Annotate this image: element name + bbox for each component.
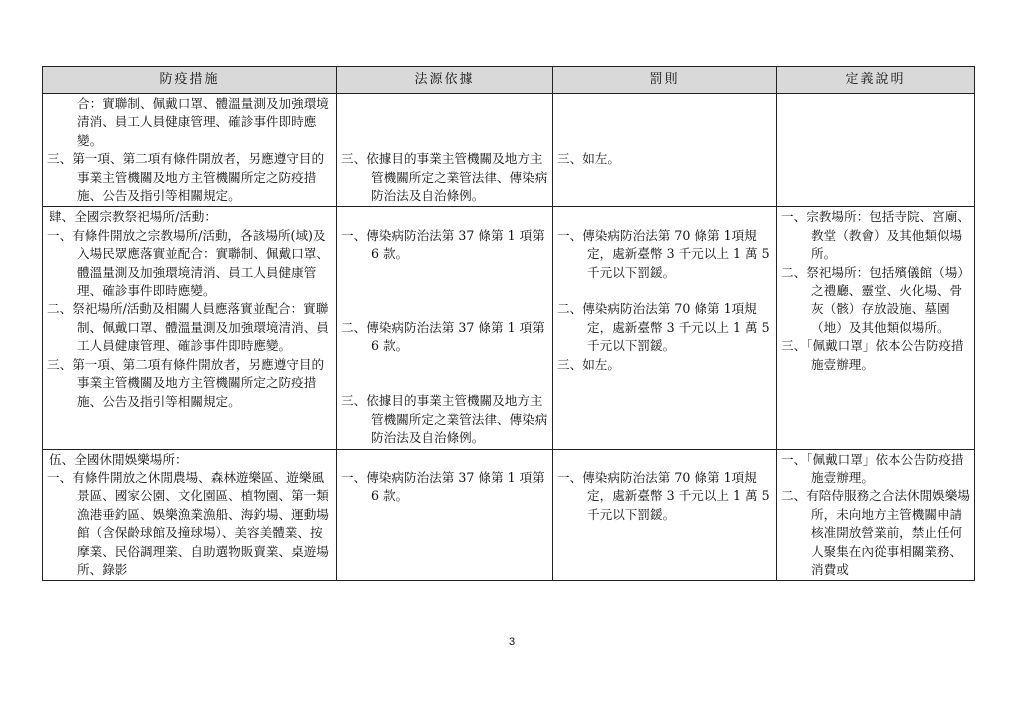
header-legal-basis: 法源依據 — [337, 67, 553, 94]
table-row — [43, 94, 975, 207]
header-definition: 定義說明 — [777, 67, 975, 94]
measures-cell — [43, 207, 337, 449]
measure-item-1: 一、有條件開放之休閒農場、森林遊樂區、遊樂風景區、國家公園、文化園區、植物園、第一類漁港垂釣區、娛樂漁業漁船、海釣場、運動場館（含保齡球館及撞球場）、美容美體業、按摩業、民俗調理業、自助選物販賣業、桌遊場所、錄影 — [47, 470, 329, 578]
section-heading: 伍、全國休閒娛樂場所： — [49, 451, 188, 467]
regulation-table — [42, 66, 975, 581]
page-number: 3 — [508, 636, 516, 648]
penalty-cell — [553, 94, 777, 207]
law-item-3: 三、依據目的事業主管機關及地方主管機關所定之業管法律、傳染病防治法及自治條例。 — [341, 151, 548, 203]
penalty-cell — [553, 449, 777, 581]
table-row — [43, 449, 975, 581]
law-item-2: 二、傳染病防治法第 37 條第 1 項第 6 款。 — [341, 319, 545, 354]
penalty-item-1: 一、傳染病防治法第 70 條第 1項規定，處新臺幣 3 千元以上 1 萬 5 千元以下罰鍰。 — [557, 227, 770, 280]
law-item-3: 三、依據目的事業主管機關及地方主管機關所定之業管法律、傳染病防治法及自治條例。 — [341, 393, 548, 446]
table-row — [43, 207, 975, 449]
law-item-1: 一、傳染病防治法第 37 條第 1 項第 6 款。 — [341, 470, 545, 504]
penalty-item-1: 一、傳染病防治法第 70 條第 1項規定，處新臺幣 3 千元以上 1 萬 5 千元以下罰鍰。 — [557, 470, 770, 522]
definition-cell — [777, 207, 975, 449]
measure-item-2: 二、祭祀場所/活動及相關人員應落實並配合：實聯制、佩戴口罩、體溫量測及加強環境清消、員工人員健康管理、確診事件即時應變。 — [47, 301, 329, 354]
measure-item-1: 一、有條件開放之宗教場所/活動，各該場所(域)及入場民眾應落實並配合：實聯制、佩戴口罩、體溫量測及加強環境清消、員工人員健康管理、確診事件即時應變。 — [47, 227, 329, 299]
definition-item-1: 一、宗教場所：包括寺院、宮廟、教堂（教會）及其他類似場所。 — [781, 209, 970, 262]
definition-cell — [777, 94, 975, 207]
measure-item-3: 三、第一項、第二項有條件開放者，另應遵守目的事業主管機關及地方主管機關所定之防疫措施、公告及指引等相關規定。 — [47, 356, 325, 409]
table-header-row — [43, 67, 975, 94]
law-item-1: 一、傳染病防治法第 37 條第 1 項第 6 款。 — [341, 227, 545, 262]
law-cell — [337, 94, 553, 207]
penalty-item-2: 二、傳染病防治法第 70 條第 1項規定，處新臺幣 3 千元以上 1 萬 5 千元以下罰鍰。 — [557, 301, 770, 354]
measure-continuation: 合：實聯制、佩戴口罩、體溫量測及加強環境清消、員工人員健康管理、確診事件即時應變。 — [77, 96, 329, 148]
law-cell — [337, 449, 553, 581]
law-cell — [337, 207, 553, 449]
definition-item-1: 一、「佩戴口罩」依本公告防疫措施壹辦理。 — [781, 451, 964, 486]
measures-cell — [43, 449, 337, 581]
header-penalty: 罰則 — [553, 67, 777, 94]
definition-item-2: 二、祭祀場所：包括殯儀館（場）之禮廳、靈堂、火化場、骨灰（骸）存放設施、墓園（地）及其他類似場所。 — [781, 264, 970, 335]
penalty-item-3: 三、如左。 — [557, 151, 620, 167]
header-measures: 防疫措施 — [43, 67, 337, 94]
penalty-cell — [553, 207, 777, 449]
penalty-item-3: 三、如左。 — [557, 356, 620, 372]
measures-cell — [43, 94, 337, 207]
definition-item-2: 二、有陪侍服務之合法休閒娛樂場所，未向地方主管機關申請核准開放營業前，禁止任何人聚集在內從事相關業務、消費或 — [781, 488, 970, 578]
section-heading: 肆、全國宗教祭祀場所/活動： — [49, 209, 217, 225]
definition-item-3: 三、「佩戴口罩」依本公告防疫措施壹辦理。 — [781, 338, 964, 372]
measure-item-3: 三、第一項、第二項有條件開放者，另應遵守目的事業主管機關及地方主管機關所定之防疫措施、公告及指引等相關規定。 — [47, 151, 325, 204]
definition-cell — [777, 449, 975, 581]
